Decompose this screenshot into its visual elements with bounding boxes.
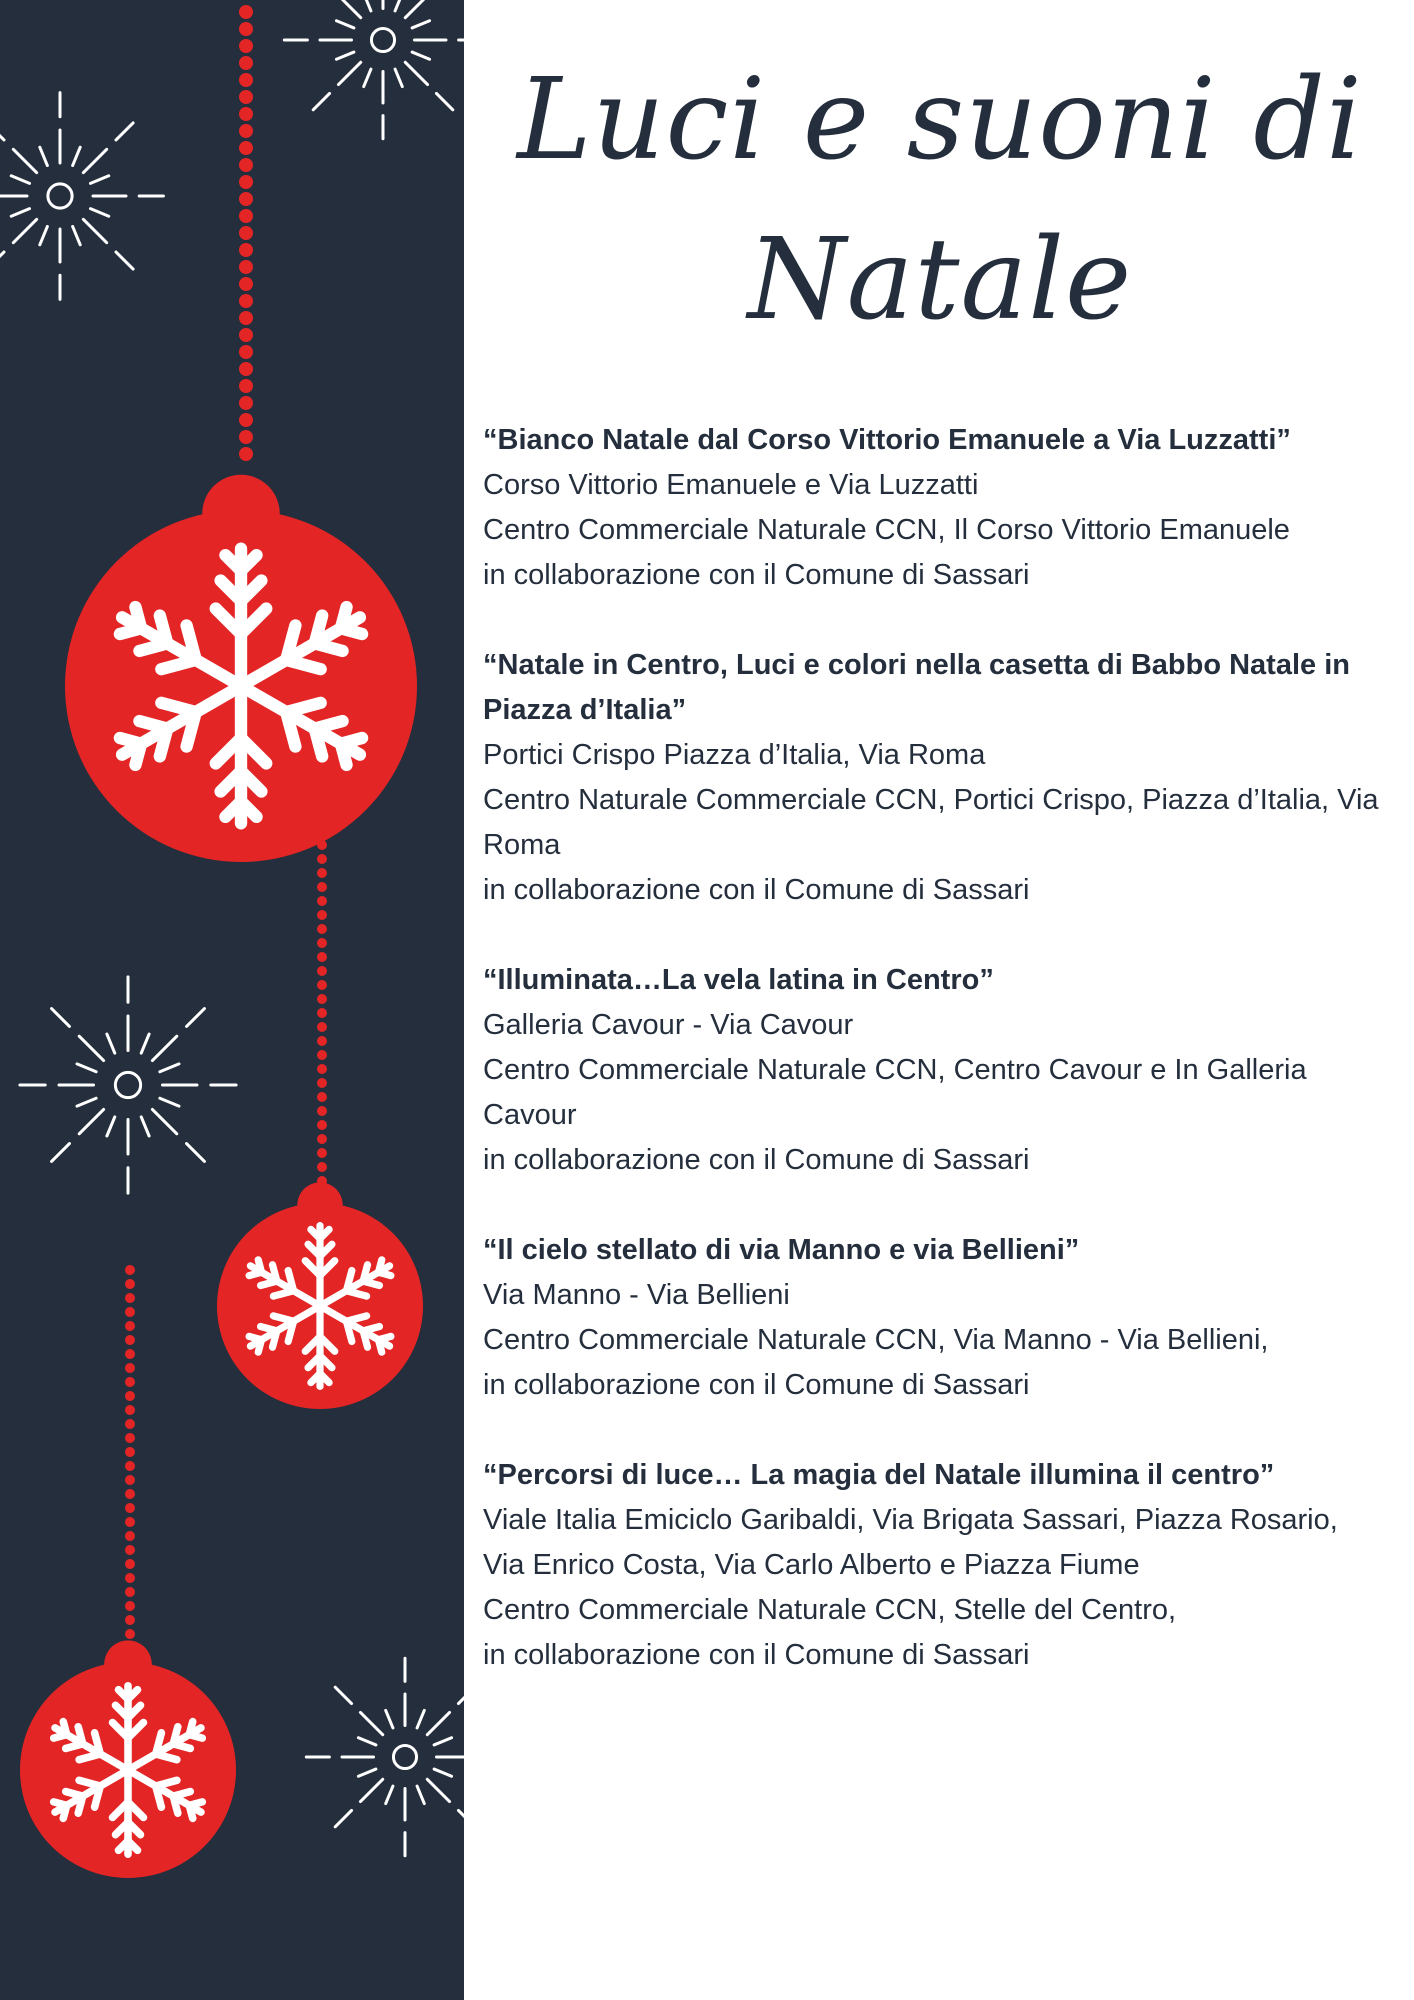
event-list — [483, 418, 1383, 1723]
event-organizer: Centro Naturale Commerciale CCN, Portici Crispo, Piazza d’Italia, Via Roma — [483, 784, 1379, 861]
event-collaboration: in collaborazione con il Comune di Sassari — [483, 1639, 1030, 1671]
event-organizer: Centro Commerciale Naturale CCN, Centro Cavour e In Galleria Cavour — [483, 1054, 1307, 1131]
ornament-icon — [217, 1182, 423, 1409]
title-line-2: Natale — [747, 215, 1133, 345]
event-title: “Bianco Natale dal Corso Vittorio Emanuele a Via Luzzatti” — [483, 424, 1291, 456]
event-item — [483, 1453, 1383, 1678]
firework-icon — [0, 93, 163, 300]
event-item — [483, 643, 1383, 913]
event-location: Corso Vittorio Emanuele e Via Luzzatti — [483, 469, 979, 501]
event-location: Viale Italia Emiciclo Garibaldi, Via Brigata Sassari, Piazza Rosario, — [483, 1504, 1338, 1536]
bead-string — [125, 1265, 135, 1653]
bead-string — [239, 5, 253, 461]
event-title: “Natale in Centro, Luci e colori nella casetta di Babbo Natale in Piazza d’Italia” — [483, 649, 1350, 726]
event-item — [483, 418, 1383, 598]
event-location-continued: Via Enrico Costa, Via Carlo Alberto e Piazza Fiume — [483, 1549, 1140, 1581]
event-title: “Il cielo stellato di via Manno e via Bellieni” — [483, 1234, 1080, 1266]
firework-icon — [20, 977, 236, 1193]
firework-icon — [284, 0, 464, 139]
event-location: Via Manno - Via Bellieni — [483, 1279, 790, 1311]
event-collaboration: in collaborazione con il Comune di Sassari — [483, 1144, 1030, 1176]
firework-icon — [306, 1658, 464, 1855]
event-item — [483, 1228, 1383, 1408]
title-line-1: Luci e suoni di — [517, 55, 1363, 185]
decorative-sidebar — [0, 0, 464, 2000]
ornaments-illustration — [0, 0, 464, 2000]
event-organizer: Centro Commerciale Naturale CCN, Il Corso Vittorio Emanuele — [483, 514, 1290, 546]
event-location: Portici Crispo Piazza d’Italia, Via Roma — [483, 739, 986, 771]
event-location: Galleria Cavour - Via Cavour — [483, 1009, 854, 1041]
page-title — [500, 40, 1380, 360]
event-collaboration: in collaborazione con il Comune di Sassari — [483, 874, 1030, 906]
bead-string — [317, 840, 327, 1186]
ornament-icon — [20, 1640, 236, 1878]
event-collaboration: in collaborazione con il Comune di Sassari — [483, 1369, 1030, 1401]
event-title: “Illuminata…La vela latina in Centro” — [483, 964, 994, 996]
event-item — [483, 958, 1383, 1183]
ornament-icon — [65, 475, 417, 862]
event-collaboration: in collaborazione con il Comune di Sassari — [483, 559, 1030, 591]
event-organizer: Centro Commerciale Naturale CCN, Via Manno - Via Bellieni, — [483, 1324, 1269, 1356]
event-title: “Percorsi di luce… La magia del Natale illumina il centro” — [483, 1459, 1275, 1491]
event-organizer: Centro Commerciale Naturale CCN, Stelle del Centro, — [483, 1594, 1177, 1626]
